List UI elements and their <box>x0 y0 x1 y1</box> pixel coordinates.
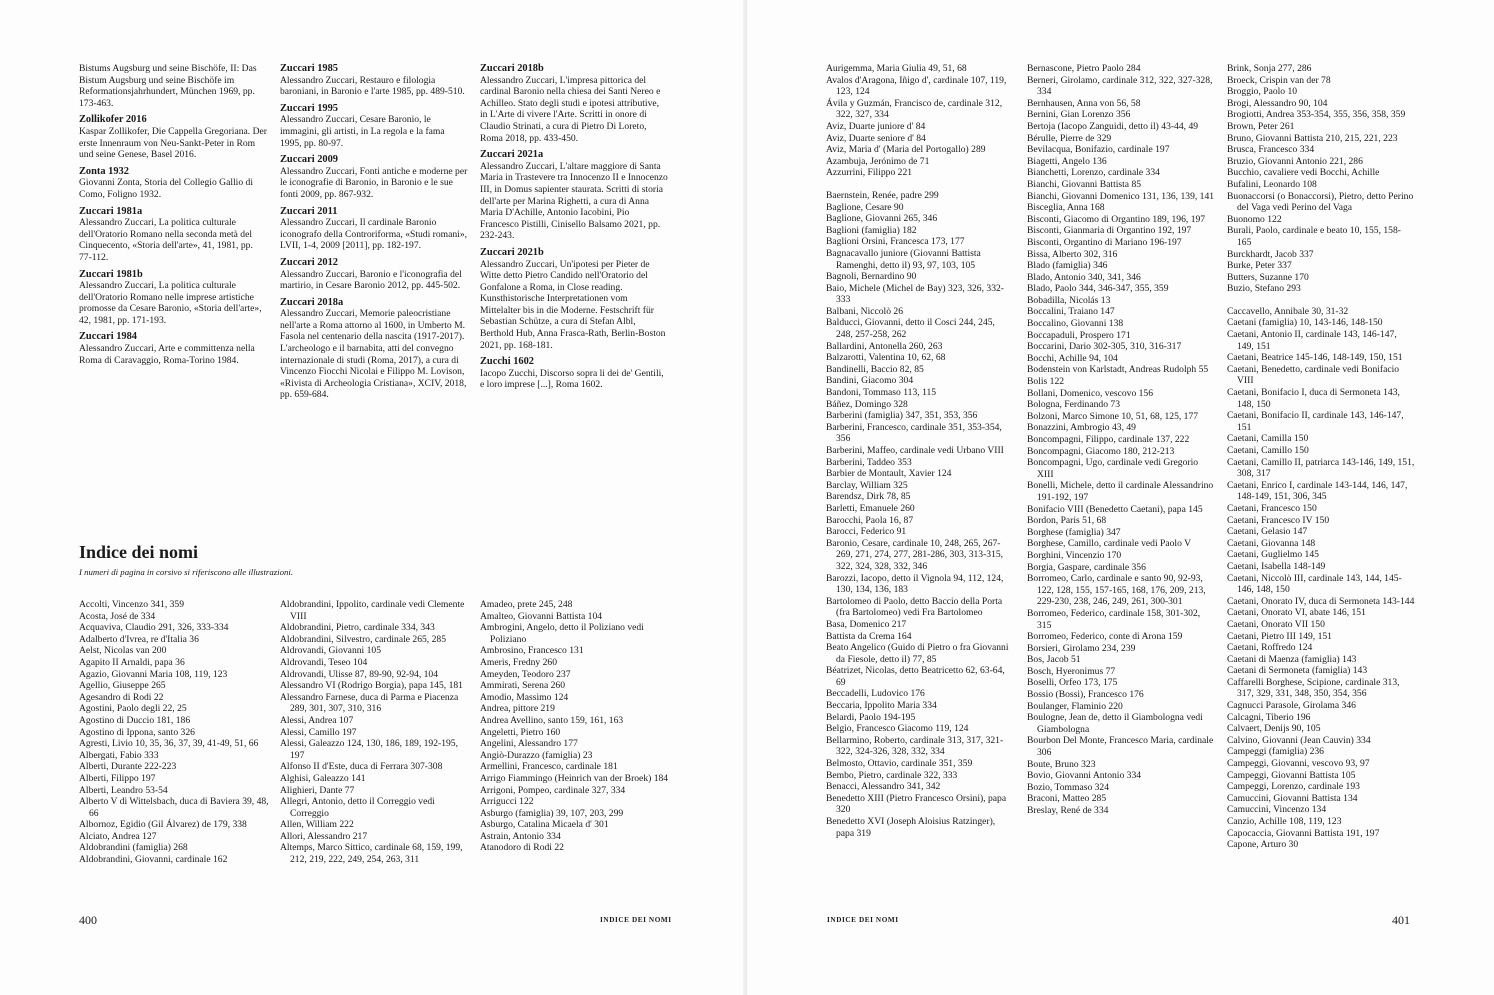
index-entry: Caetani, Onorato VI, abate 146, 151 <box>1227 607 1366 619</box>
bibliography-reference: Alessandro Zuccari, La politica culturale dell'Oratorio Romano nelle imprese artistiche promosse da Cesare Baronio, «Storia dell'arte», 42, 1981, pp. 171-193. <box>79 280 262 326</box>
index-entry: Bonelli, Michele, detto il cardinale Alessandrino 191-192, 197 <box>1027 480 1214 503</box>
index-entry: Allori, Alessandro 217 <box>280 830 368 842</box>
index-entry: Agesandro di Rodi 22 <box>79 691 164 703</box>
bibliography-reference: Alessandro Zuccari, Fonti antiche e moderne per le iconografie di Baronio, in Baronio e le sue fonti 2009, pp. 867-932. <box>280 165 468 200</box>
bibliography-reference: Alessandro Zuccari, L'impresa pittorica del cardinal Baronio nella chiesa dei Santi Nereo e Achilleo. Stato degli studi e ipotesi attributive, in L'Arte di vivere l'Arte. Scritti in onore di Claudio Strinati, a cura di Pietro Di Loreto, Roma 2018, pp. 433-450. <box>480 74 661 144</box>
index-entry: Bisconti, Giacomo di Organtino 189, 196, 197 <box>1027 213 1206 225</box>
bibliography-column-2 <box>280 63 468 406</box>
index-entry: Caetani, Isabella 148-149 <box>1227 560 1326 572</box>
index-entry: Campeggi, Giovanni Battista 105 <box>1227 769 1356 781</box>
index-entry: Aldobrandini, Silvestro, cardinale 265, 285 <box>280 633 446 645</box>
index-entry: Bembo, Pietro, cardinale 322, 333 <box>826 769 958 781</box>
bibliography-key: Zuccari 1981a <box>79 205 143 217</box>
index-entry: Bossio (Bossi), Francesco 176 <box>1027 689 1144 701</box>
index-entry: Capone, Arturo 30 <box>1227 839 1299 851</box>
bibliography-reference: Alessandro Zuccari, La politica culturale dell'Oratorio Romano nella seconda metà del Cinquecento, «Storia dell'arte», 41, 1981, pp. 77-112. <box>79 217 253 263</box>
index-entry: Barocchi, Paola 16, 87 <box>826 514 914 526</box>
index-entry: Alfonso II d'Este, duca di Ferrara 307-308 <box>280 761 443 773</box>
index-entry: Caetani di Sermoneta (famiglia) 143 <box>1227 665 1368 677</box>
index-entry: Boncompagni, Ugo, cardinale vedi Gregorio XIII <box>1027 457 1199 480</box>
index-entry: Adalberto d'Ivrea, re d'Italia 36 <box>79 633 199 645</box>
index-entry: Boulogne, Jean de, detto il Giambologna vedi Giambologna <box>1027 712 1203 735</box>
bibliography-key: Zuccari 2018b <box>480 63 544 74</box>
right-page <box>747 0 1494 995</box>
index-entry: Accolti, Vincenzo 341, 359 <box>79 599 185 610</box>
index-entry: Bagnacavallo juniore (Giovanni Battista Ramenghi, detto il) 93, 97, 103, 105 <box>826 247 981 271</box>
bibliography-entry <box>280 154 468 200</box>
index-entry: Béatrizet, Nicolas, detto Beatricetto 62, 63-64, 69 <box>826 665 1005 688</box>
bibliography-reference: Alessandro Zuccari, Il cardinale Baronio iconografo della Controriforma, «Studi romani», LVII, 1-4, 2009 [2011], pp. 182-197. <box>280 217 468 252</box>
index-entry: Bianchi, Giovanni Battista 85 <box>1027 178 1142 190</box>
index-entry: Brogi, Alessandro 90, 104 <box>1227 97 1328 109</box>
index-entry: Camuccini, Vincenzo 134 <box>1227 804 1327 816</box>
index-entry: Brink, Sonja 277, 286 <box>1227 63 1312 74</box>
index-entry: Bufalini, Leonardo 108 <box>1227 178 1317 190</box>
bibliography-reference: Alessandro Zuccari, Cesare Baronio, le immagini, gli artisti, in La regola e la fama 1995, pp. 80-97. <box>280 114 445 149</box>
index-entry: Bobadilla, Nicolás 13 <box>1027 294 1111 306</box>
bibliography-column-1 <box>79 63 267 371</box>
index-entry: Andrea Avellino, santo 159, 161, 163 <box>480 714 624 726</box>
index-column-left-3 <box>480 599 670 854</box>
index-entry: Borghese, Camillo, cardinale vedi Paolo V <box>1027 538 1192 550</box>
index-entry: Alessi, Galeazzo 124, 130, 186, 189, 192-195, 197 <box>280 738 458 761</box>
index-entry: Aviz, Duarte juniore d' 84 <box>826 120 926 132</box>
index-entry: Battista da Crema 164 <box>826 630 912 642</box>
index-entry: Amalteo, Giovanni Battista 104 <box>480 610 603 622</box>
index-entry: Agapito II Arnaldi, papa 36 <box>79 656 185 668</box>
index-entry: Balzarotti, Valentina 10, 62, 68 <box>826 352 946 364</box>
bibliography-entry <box>280 63 468 98</box>
index-column-right-1 <box>826 63 1014 839</box>
index-entry: Brusca, Francesco 334 <box>1227 144 1315 156</box>
index-entry: Balducci, Giovanni, detto il Cosci 244, 245, 248, 257-258, 262 <box>826 317 995 341</box>
index-entry: Barclay, William 325 <box>826 479 908 491</box>
index-entry: Astrain, Antonio 334 <box>480 830 561 842</box>
index-entry: Caetani, Francesco 150 <box>1227 502 1317 514</box>
index-entry: Burali, Paolo, cardinale e beato 10, 155, 158-165 <box>1227 225 1401 248</box>
index-entry: Bosch, Hyeronimus 77 <box>1027 665 1116 677</box>
bibliography-reference: Giovanni Zonta, Storia del Collegio Gallio di Como, Foligno 1932. <box>79 177 253 200</box>
index-entry: Baernstein, Renée, padre 299 <box>826 189 939 201</box>
index-entry: Alessi, Andrea 107 <box>280 714 354 726</box>
index-entry: Barbier de Montault, Xavier 124 <box>826 468 952 480</box>
index-entry: Alessi, Camillo 197 <box>280 726 357 738</box>
index-entry: Ambrosino, Francesco 131 <box>480 645 584 657</box>
index-entry: Barocci, Federico 91 <box>826 526 907 538</box>
bibliography-entry <box>79 114 267 160</box>
index-entry: Buonaccorsi (o Bonaccorsi), Pietro, detto Perino del Vaga vedi Perino del Vaga <box>1227 190 1414 214</box>
index-entry: Campeggi, Lorenzo, cardinale 193 <box>1227 781 1360 793</box>
index-entry: Agellio, Giuseppe 265 <box>79 680 166 692</box>
bibliography-reference: Alessandro Zuccari, Restauro e filologia baroniani, in Baronio e l'arte 1985, pp. 489-510. <box>280 74 465 98</box>
index-entry: Baglioni Orsini, Francesca 173, 177 <box>826 236 965 248</box>
bibliography-entry <box>480 149 668 242</box>
bibliography-reference: Kaspar Zollikofer, Die Cappella Gregoriana. Der erste Innenraum von Neu-Sankt-Peter in Rom und seine Genese, Basel 2016. <box>79 125 267 161</box>
index-entry: Belardi, Paolo 194-195 <box>826 711 916 723</box>
index-entry: Basa, Domenico 217 <box>826 618 907 630</box>
page-number-left: 400 <box>79 913 97 927</box>
index-entry: Boute, Bruno 323 <box>1027 758 1096 770</box>
index-entry: Ameris, Fredny 260 <box>480 656 558 668</box>
index-entry: Blado, Paolo 344, 346-347, 355, 359 <box>1027 283 1169 295</box>
bibliography-entry <box>79 331 267 366</box>
index-entry: Angelini, Alessandro 177 <box>480 738 578 750</box>
bibliography-entry <box>79 269 267 327</box>
index-entry: Allen, William 222 <box>280 819 354 831</box>
index-entry: Benacci, Alessandro 341, 342 <box>826 781 941 793</box>
index-entry: Borromeo, Federico, conte di Arona 159 <box>1027 631 1183 643</box>
bibliography-entry <box>480 247 668 351</box>
index-entry: Bernascone, Pietro Paolo 284 <box>1027 63 1141 74</box>
index-entry: Alciato, Andrea 127 <box>79 830 157 842</box>
index-entry: Campeggi, Giovanni, vescovo 93, 97 <box>1227 758 1370 770</box>
index-entry: Caetani, Guglielmo 145 <box>1227 549 1319 561</box>
index-entry: Bagnoli, Bernardino 90 <box>826 271 917 283</box>
index-entry: Bellarmino, Roberto, cardinale 313, 317, 321-322, 324-326, 328, 332, 334 <box>826 734 1004 758</box>
index-entry: Borgia, Gaspare, cardinale 356 <box>1027 561 1146 573</box>
index-entry: Boccapaduli, Prospero 171 <box>1027 329 1131 341</box>
index-entry: Angeletti, Pietro 160 <box>480 726 561 738</box>
index-entry: Armellini, Francesco, cardinale 181 <box>480 761 618 773</box>
index-entry: Boccalino, Giovanni 138 <box>1027 318 1124 330</box>
bibliography-reference: Alessandro Zuccari, Arte e committenza nella Roma di Caravaggio, Roma-Torino 1984. <box>79 343 255 366</box>
bibliography-key: Zuccari 2021a <box>480 149 544 161</box>
index-entry: Bernini, Gian Lorenzo 356 <box>1027 109 1131 121</box>
index-entry: Caetani, Camillo 150 <box>1227 445 1309 456</box>
index-entry: Bandini, Giacomo 304 <box>826 375 914 387</box>
bibliography-reference: Alessandro Zuccari, L'altare maggiore di Santa Maria in Trastevere tra Innocenzo II e Innocenzo III, in Domus sapienter staurata. Scritti di storia dell'arte per Marina Righetti, a cura di Anna Maria D'Achille, Antonio Iacobini, Pio Francesco Pistilli, Cinisello Balsamo 2021, pp. 232-243. <box>480 160 668 242</box>
index-entry: Boccalini, Traiano 147 <box>1027 306 1115 318</box>
index-entry: Breslay, René de 334 <box>1027 805 1109 816</box>
bibliography-reference: Alessandro Zuccari, Memorie paleocristiane nell'arte a Roma attorno al 1600, in Umberto M. Fasola nel centenario della nascita (1917-2017). L'archeologo e il barnabita, atti del convegno internazionale di studi (Roma, 2017), a cura di Vincenzo Fiocchi Nicolai e Filippo M. Lovison, «Rivista di Archeologia Cristiana», XCIV, 2018, pp. 659-684. <box>280 308 467 401</box>
index-entry: Aldrovandi, Ulisse 87, 89-90, 92-94, 104 <box>280 668 439 680</box>
index-entry: Acquaviva, Claudio 291, 326, 333-334 <box>79 622 229 634</box>
index-entry: Albergati, Fabio 333 <box>79 749 159 761</box>
bibliography-key: Zuccari 2011 <box>280 205 338 217</box>
index-entry: Báñez, Domingo 328 <box>826 398 908 410</box>
bibliography-key: Zuccari 2018a <box>280 296 344 308</box>
index-entry: Bérulle, Pierre de 329 <box>1027 132 1112 144</box>
bibliography-reference: Alessandro Zuccari, Un'ipotesi per Pieter de Witte detto Pietro Candido nell'Oratorio del Gonfalone a Roma, in Close reading. Kunsthistorische Interpretationen vom Mittelalter bis in die Moderne. Festschrift für Sebastian Schütze, a cura di Stefan Albl, Berthold Hub, Anna Frasca-Rath, Berlin-Boston 2021, pp. 168-181. <box>480 258 666 351</box>
index-entry: Alessandro Farnese, duca di Parma e Piacenza 289, 301, 307, 310, 316 <box>280 691 459 715</box>
index-entry: Caetani, Onorato VII 150 <box>1227 618 1325 630</box>
index-entry: Boulanger, Flaminio 220 <box>1027 700 1123 712</box>
bibliography-key: Zuccari 1981b <box>79 268 143 280</box>
index-entry: Ambrogini, Angelo, detto il Poliziano vedi Poliziano <box>480 622 644 645</box>
bibliography-reference: Alessandro Zuccari, Baronio e l'iconografia del martirio, in Cesare Baronio 2012, pp. 445-502. <box>280 268 462 292</box>
index-entry: Braconi, Matteo 285 <box>1027 793 1107 805</box>
index-entry: Barberini (famiglia) 347, 351, 353, 356 <box>826 410 978 422</box>
bibliography-key: Zollikofer 2016 <box>79 114 147 126</box>
index-entry: Caccavello, Annibale 30, 31-32 <box>1227 305 1349 317</box>
index-entry: Boncompagni, Filippo, cardinale 137, 222 <box>1027 434 1190 445</box>
index-entry: Caetani, Enrico I, cardinale 143-144, 146, 147, 148-149, 151, 306, 345 <box>1227 479 1408 503</box>
index-entry: Borghini, Vincenzio 170 <box>1027 549 1122 561</box>
index-entry: Altemps, Marco Sittico, cardinale 68, 159, 199, 212, 219, 222, 249, 254, 263, 311 <box>280 842 463 866</box>
index-entry: Bartolomeo di Paolo, detto Baccio della Porta (fra Bartolomeo) vedi Fra Bartolomeo <box>826 595 1003 619</box>
index-entry: Allegri, Antonio, detto il Correggio vedi Correggio <box>280 796 435 819</box>
index-entry: Bordon, Paris 51, 68 <box>1027 515 1107 527</box>
index-entry: Arrigucci 122 <box>480 796 534 808</box>
index-entry: Bruno, Giovanni Battista 210, 215, 221, 223 <box>1227 132 1398 144</box>
index-entry: Barberini, Taddeo 353 <box>826 456 912 468</box>
index-entry: Aldrovandi, Teseo 104 <box>280 656 368 668</box>
index-entry: Albornoz, Egidio (Gil Álvarez) de 179, 338 <box>79 819 247 831</box>
index-entry: Bourbon Del Monte, Francesco Maria, cardinale 306 <box>1027 735 1214 759</box>
index-entry: Borromeo, Federico, cardinale 158, 301-302, 315 <box>1027 607 1201 631</box>
index-entry: Barletti, Emanuele 260 <box>826 502 915 514</box>
bibliography-column-3 <box>480 63 668 396</box>
index-entry: Alberti, Leandro 53-54 <box>79 784 168 796</box>
index-entry: Bandoni, Tommaso 113, 115 <box>826 387 937 399</box>
bibliography-key: Zuccari 2009 <box>280 154 339 166</box>
index-entry: Aldobrandini (famiglia) 268 <box>79 842 188 854</box>
index-entry: Borghese (famiglia) 347 <box>1027 526 1121 538</box>
index-entry: Boccarini, Dario 302-305, 310, 316-317 <box>1027 341 1182 353</box>
bibliography-entry <box>280 103 468 149</box>
index-entry: Benedetto XIII (Pietro Francesco Orsini), papa 320 <box>826 792 1007 816</box>
index-entry: Bonifacio VIII (Benedetto Caetani), papa 145 <box>1027 503 1203 515</box>
index-entry: Canzio, Achille 108, 119, 123 <box>1227 816 1342 827</box>
index-entry: Caffarelli Borghese, Scipione, cardinale 313, 317, 329, 331, 348, 350, 354, 356 <box>1227 676 1400 700</box>
bibliography-entry <box>280 257 468 292</box>
index-entry: Caetani, Beatrice 145-146, 148-149, 150, 151 <box>1227 352 1403 364</box>
bibliography-key: Zuccari 2021b <box>480 246 544 258</box>
index-entry: Bruzio, Giovanni Antonio 221, 286 <box>1227 155 1363 167</box>
bibliography-key: Zuccari 1995 <box>280 102 339 114</box>
index-entry: Blado, Antonio 340, 341, 346 <box>1027 271 1141 283</box>
index-entry: Berneri, Girolamo, cardinale 312, 322, 327-328, 334 <box>1027 74 1213 98</box>
index-entry: Alberti, Filippo 197 <box>79 772 156 784</box>
index-entry: Amodio, Massimo 124 <box>480 691 569 703</box>
index-entry: Ávila y Guzmán, Francisco de, cardinale 312, 322, 327, 334 <box>826 97 1003 121</box>
index-entry: Caetani, Roffredo 124 <box>1227 642 1313 654</box>
index-entry: Bianchetti, Lorenzo, cardinale 334 <box>1027 167 1160 179</box>
index-entry: Borromeo, Carlo, cardinale e santo 90, 92-93, 122, 128, 155, 157-165, 168, 176, 209, 213, 229-230, 238, 246, 249, 261, 300-301 <box>1027 573 1206 608</box>
bibliography-reference: Bistums Augsburg und seine Bischöfe, II: Das Bistum Augsburg und seine Bischöfe im Reformationsjahrhundert, München 1969, pp. 173-463. <box>79 63 257 109</box>
index-entry: Arrigoni, Pompeo, cardinale 327, 334 <box>480 784 626 796</box>
index-entry: Aelst, Nicolas van 200 <box>79 645 167 657</box>
index-entry: Bodenstein von Karlstadt, Andreas Rudolph 55 <box>1027 364 1209 376</box>
index-entry: Cagnucci Parasole, Girolama 346 <box>1227 700 1356 712</box>
index-entry: Aldobrandini, Pietro, cardinale 334, 343 <box>280 622 435 634</box>
index-entry: Aldobrandini, Ippolito, cardinale vedi Clemente VIII <box>280 599 465 622</box>
bibliography-key: Zucchi 1602 <box>480 356 534 368</box>
index-entry: Bissa, Alberto 302, 316 <box>1027 248 1118 260</box>
index-entry: Agostino di Ippona, santo 326 <box>79 726 195 738</box>
page-number-right: 401 <box>1392 913 1410 927</box>
index-entry: Ameyden, Teodoro 237 <box>480 668 571 680</box>
index-entry: Alberto V di Wittelsbach, duca di Baviera 39, 48, 66 <box>79 796 269 819</box>
index-entry: Bisconti, Gianmaria di Organtino 192, 197 <box>1027 225 1192 237</box>
index-entry: Asburgo, Catalina Micaela d' 301 <box>480 819 609 831</box>
index-entry: Bozio, Tommaso 324 <box>1027 781 1110 793</box>
index-entry: Barberini, Francesco, cardinale 351, 353-354, 356 <box>826 421 1002 445</box>
index-entry: Bollani, Domenico, vescovo 156 <box>1027 387 1154 399</box>
index-entry: Ammirati, Serena 260 <box>480 680 565 692</box>
index-entry: Bisconti, Organtino di Mariano 196-197 <box>1027 236 1182 248</box>
index-entry: Aviz, Duarte seniore d' 84 <box>826 132 926 144</box>
bibliography-entry <box>480 63 668 144</box>
index-entry: Alghisi, Galeazzo 141 <box>280 772 366 784</box>
bibliography-entry <box>280 297 468 401</box>
running-head-right: INDICE DEI NOMI <box>827 916 899 924</box>
index-entry: Aldrovandi, Giovanni 105 <box>280 645 381 657</box>
index-entry: Boselli, Orfeo 173, 175 <box>1027 677 1118 689</box>
index-entry: Baio, Michele (Michel de Bay) 323, 326, 332-333 <box>826 282 1004 306</box>
bibliography-reference: Iacopo Zucchi, Discorso sopra li dei de' Gentili, e loro imprese [...], Roma 1602. <box>480 367 664 391</box>
index-entry: Caetani, Bonifacio II, cardinale 143, 146-147, 151 <box>1227 410 1404 433</box>
index-entry: Bevilacqua, Bonifazio, cardinale 197 <box>1027 144 1170 156</box>
index-entry: Bianchi, Giovanni Domenico 131, 136, 139, 141 <box>1027 190 1215 202</box>
index-entry: Boncompagni, Giacomo 180, 212-213 <box>1027 445 1175 457</box>
index-entry: Bolzoni, Marco Simone 10, 51, 68, 125, 177 <box>1027 410 1199 422</box>
index-entry: Capocaccia, Giovanni Battista 191, 197 <box>1227 827 1380 839</box>
index-entry: Acosta, José de 334 <box>79 610 156 622</box>
index-entry: Angiò-Durazzo (famiglia) 23 <box>480 749 593 761</box>
index-entry: Buonomo 122 <box>1227 213 1282 225</box>
bibliography-key: Zonta 1932 <box>79 165 129 177</box>
index-entry: Caetani, Francesco IV 150 <box>1227 514 1330 526</box>
index-entry: Beato Angelico (Guido di Pietro o fra Giovanni da Fiesole, detto il) 77, 85 <box>826 642 1009 665</box>
index-entry: Arrigo Fiammingo (Heinrich van der Broek) 184 <box>480 772 669 784</box>
index-entry: Agazio, Giovanni Maria 108, 119, 123 <box>79 668 228 680</box>
index-entry: Caetani, Onorato IV, duca di Sermoneta 143-144 <box>1227 595 1415 607</box>
index-column-left-1 <box>79 599 269 866</box>
index-entry: Blado (famiglia) 346 <box>1027 260 1108 272</box>
bibliography-entry <box>79 206 267 264</box>
index-entry: Caetani, Camilla 150 <box>1227 433 1309 445</box>
index-entry: Bandinelli, Baccio 82, 85 <box>826 363 924 375</box>
index-entry: Aviz, Maria d' (Maria del Portogallo) 289 <box>826 144 986 156</box>
index-entry: Butters, Suzanne 170 <box>1227 271 1309 283</box>
index-entry: Ballardini, Antonella 260, 263 <box>826 340 943 352</box>
index-entry: Caetani, Gelasio 147 <box>1227 526 1308 538</box>
index-entry: Bertoja (Iacopo Zanguidi, detto il) 43-44, 49 <box>1027 120 1199 132</box>
index-entry: Calcagni, Tiberio 196 <box>1227 711 1311 723</box>
index-entry: Beccaria, Ippolito Maria 334 <box>826 700 937 712</box>
index-entry: Brogiotti, Andrea 353-354, 355, 356, 358, 359 <box>1227 109 1406 121</box>
index-entry: Bovio, Giovanni Antonio 334 <box>1027 770 1142 782</box>
index-column-right-3 <box>1227 63 1415 851</box>
index-entry: Bolis 122 <box>1027 376 1065 388</box>
index-entry: Agostino di Duccio 181, 186 <box>79 714 191 726</box>
index-entry: Bonazzini, Ambrogio 43, 49 <box>1027 422 1136 434</box>
index-entry: Biagetti, Angelo 136 <box>1027 155 1107 167</box>
index-entry: Aldobrandini, Giovanni, cardinale 162 <box>79 854 228 866</box>
index-entry: Barozzi, Iacopo, detto il Vignola 94, 112, 124, 130, 134, 136, 183 <box>826 572 1004 596</box>
index-entry: Baglioni (famiglia) 182 <box>826 224 917 236</box>
bibliography-key: Zuccari 1985 <box>280 63 339 74</box>
index-title: Indice dei nomi <box>79 542 199 562</box>
bibliography-entry <box>79 63 267 109</box>
index-entry: Baronio, Cesare, cardinale 10, 248, 265, 267-269, 271, 274, 277, 281-286, 303, 313-315, 322, 324, 328, 332, 346 <box>826 537 1004 572</box>
index-entry: Caetani, Giovanna 148 <box>1227 537 1316 549</box>
index-entry: Caetani, Pietro III 149, 151 <box>1227 630 1332 642</box>
index-entry: Calvino, Giovanni (Jean Cauvin) 334 <box>1227 734 1371 746</box>
index-entry: Bologna, Ferdinando 73 <box>1027 399 1120 411</box>
index-entry: Agostini, Paolo degli 22, 25 <box>79 703 187 715</box>
index-entry: Borsieri, Girolamo 234, 239 <box>1027 642 1136 654</box>
index-entry: Bocchi, Achille 94, 104 <box>1027 352 1118 364</box>
index-entry: Alberti, Durante 222-223 <box>79 761 177 773</box>
index-entry: Azzurrini, Filippo 221 <box>826 167 913 179</box>
index-column-left-2 <box>280 599 470 866</box>
index-entry: Brown, Peter 261 <box>1227 120 1295 132</box>
index-entry: Camuccini, Giovanni Battista 134 <box>1227 792 1358 804</box>
index-entry: Asburgo (famiglia) 39, 107, 203, 299 <box>480 807 624 819</box>
index-entry: Bucchio, cavaliere vedi Bocchi, Achille <box>1227 167 1380 179</box>
index-entry: Caetani, Camillo II, patriarca 143-146, 149, 151, 308, 317 <box>1227 456 1415 480</box>
index-entry: Atanodoro di Rodi 22 <box>480 842 564 854</box>
index-entry: Bernhausen, Anna von 56, 58 <box>1027 97 1141 109</box>
index-entry: Campeggi (famiglia) 236 <box>1227 746 1324 758</box>
index-column-right-2 <box>1027 63 1215 817</box>
index-entry: Benedetto XVI (Joseph Aloisius Ratzinger), papa 319 <box>826 816 996 839</box>
index-entry: Belgio, Francesco Giacomo 119, 124 <box>826 723 969 735</box>
index-entry: Belmosto, Ottavio, cardinale 351, 359 <box>826 758 973 770</box>
index-note: I numeri di pagina in corsivo si riferiscono alle illustrazioni. <box>79 567 294 577</box>
index-entry: Alessandro VI (Rodrigo Borgia), papa 145, 181 <box>280 680 463 692</box>
index-entry: Beccadelli, Ludovico 176 <box>826 688 925 700</box>
bibliography-key: Zuccari 2012 <box>280 256 339 268</box>
index-entry: Calvaert, Denijs 90, 105 <box>1227 723 1321 735</box>
index-entry: Caetani, Bonifacio I, duca di Sermoneta 143, 148, 150 <box>1227 387 1400 410</box>
index-entry: Alighieri, Dante 77 <box>280 784 355 796</box>
index-entry: Bisceglia, Anna 168 <box>1027 202 1105 214</box>
index-entry: Balbani, Niccolò 26 <box>826 305 903 317</box>
index-entry: Broeck, Crispin van der 78 <box>1227 74 1331 86</box>
index-entry: Avalos d'Aragona, Iñigo d', cardinale 107, 119, 123, 124 <box>826 74 1007 98</box>
index-entry: Aurigemma, Maria Giulia 49, 51, 68 <box>826 63 967 74</box>
index-entry: Barberini, Maffeo, cardinale vedi Urbano VIII <box>826 445 1004 456</box>
index-entry: Caetani, Benedetto, cardinale vedi Bonifacio VIII <box>1227 363 1400 387</box>
index-entry: Caetani, Niccolò III, cardinale 143, 144, 145-146, 148, 150 <box>1227 572 1402 596</box>
index-entry: Bos, Jacob 51 <box>1027 654 1081 666</box>
index-entry: Baglione, Cesare 90 <box>826 201 904 213</box>
bibliography-key: Zuccari 1984 <box>79 331 138 343</box>
bibliography-entry <box>480 356 668 391</box>
index-entry: Amadeo, prete 245, 248 <box>480 599 573 610</box>
index-entry: Burckhardt, Jacob 337 <box>1227 248 1314 260</box>
index-entry: Agresti, Livio 10, 35, 36, 37, 39, 41-49, 51, 66 <box>79 738 259 750</box>
index-entry: Baglione, Giovanni 265, 346 <box>826 213 938 225</box>
index-entry: Caetani, Antonio II, cardinale 143, 146-147, 149, 151 <box>1227 329 1397 352</box>
index-entry: Broggio, Paolo 10 <box>1227 86 1298 98</box>
index-entry: Caetani (famiglia) 10, 143-146, 148-150 <box>1227 317 1383 329</box>
bibliography-entry <box>79 166 267 201</box>
index-entry: Caetani di Maenza (famiglia) 143 <box>1227 653 1357 665</box>
bibliography-entry <box>280 206 468 252</box>
index-entry: Burke, Peter 337 <box>1227 260 1292 272</box>
index-entry: Azambuja, Jerónimo de 71 <box>826 155 930 167</box>
index-entry: Buzio, Stefano 293 <box>1227 283 1301 295</box>
index-entry: Andrea, pittore 219 <box>480 703 555 715</box>
running-head-left: INDICE DEI NOMI <box>600 916 672 924</box>
index-entry: Barendsz, Dirk 78, 85 <box>826 491 911 503</box>
